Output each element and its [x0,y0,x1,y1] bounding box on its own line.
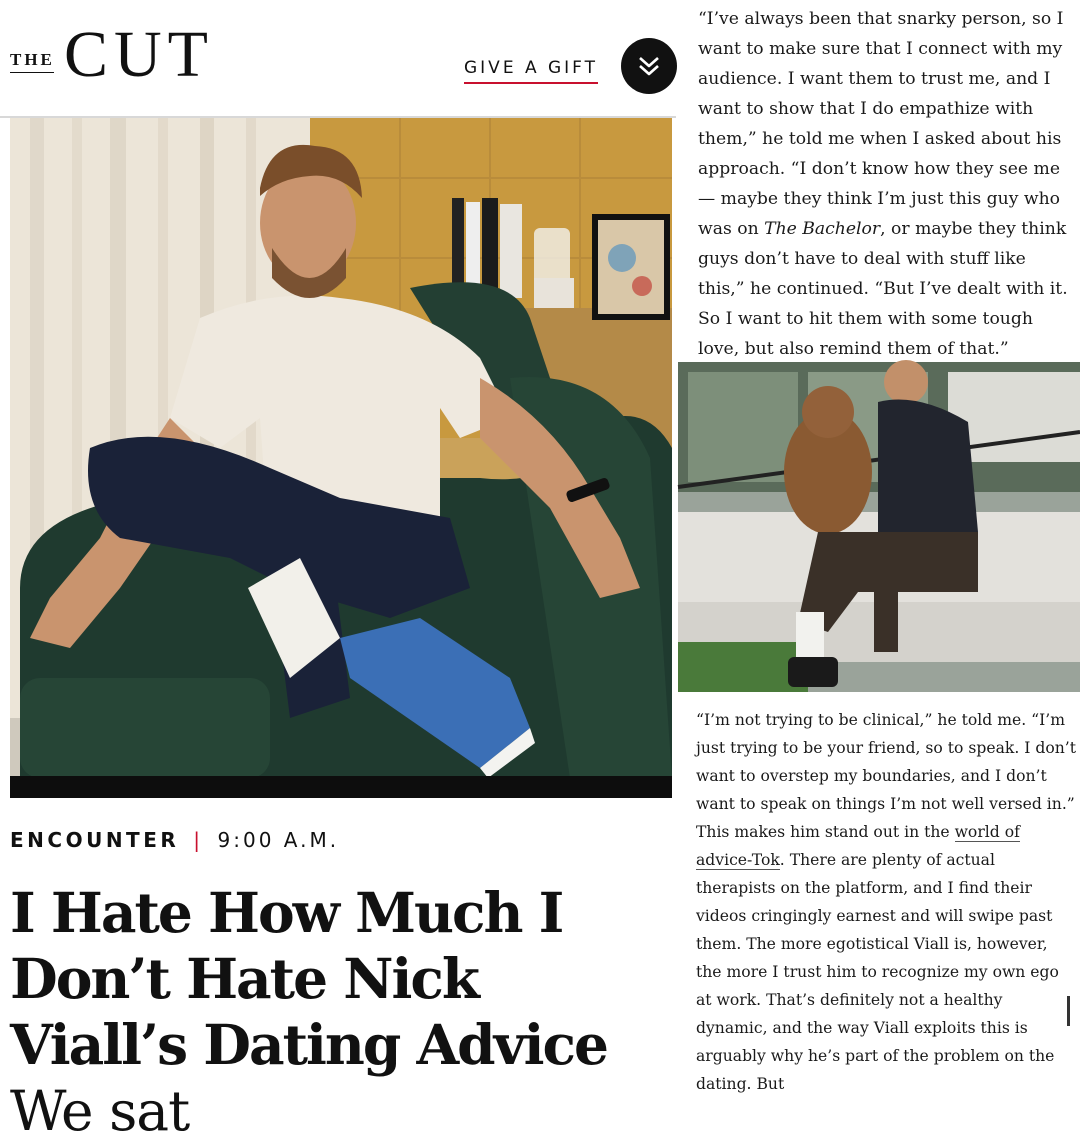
article-headline [10,880,670,1144]
paragraph-text: , or maybe they think guys don’t have to deal with stuff like this,” he continued. “But I’ve dealt with it. So I want to hit them with some tough love, but also remind them of that.” [698,219,1068,359]
site-logo[interactable]: CUT [64,18,214,91]
site-header [0,0,676,118]
body-paragraph-1 [698,4,1076,364]
give-a-gift-link[interactable]: GIVE A GIFT [464,58,598,84]
article-dek: We sat [10,1079,190,1143]
right-column [678,0,1080,1093]
chevron-double-down-icon [635,52,663,80]
logo-the: THE [10,50,55,69]
scrollbar-thumb[interactable] [1067,996,1070,1026]
inline-photo [678,362,1080,692]
article-kicker [10,828,339,852]
menu-button[interactable] [621,38,677,94]
body-paragraph-2 [696,706,1076,1098]
paragraph-italic: The Bachelor [764,219,881,239]
logo-rule [10,72,54,73]
hero-photo [10,118,672,798]
section-label[interactable]: ENCOUNTER [10,828,180,852]
kicker-separator: | [193,828,204,852]
publish-time: 9:00 A.M. [217,828,340,852]
paragraph-text: . There are plenty of actual therapists on the platform, and I find their videos cringingly earnest and will swipe past them. The more egotistical Viall is, however, the more I trust him to recognize my own ego at work. That’s definitely not a healthy dynamic, and the way Viall exploits this is arguably why he’s part of the problem on the dating. But [696,851,1059,1093]
headline-text: I Hate How Much I Don’t Hate Nick Viall’s Dating Advice [10,880,607,1077]
paragraph-text: “I’m not trying to be clinical,” he told me. “I’m just trying to be your friend, so to speak. I don’t want to overstep my boundaries, and I don’t want to speak on things I’m not well versed in.” This makes him stand out in the [696,711,1076,841]
advice-tok-link[interactable]: world of advice-Tok [696,823,1020,869]
paragraph-text: “I’ve always been that snarky person, so I want to make sure that I connect with my audience. I want them to trust me, and I want to show that I do empathize with them,” he told me when I asked about his approach. “I don’t know how they see me — maybe they think I’m just this guy who was on [698,9,1064,239]
